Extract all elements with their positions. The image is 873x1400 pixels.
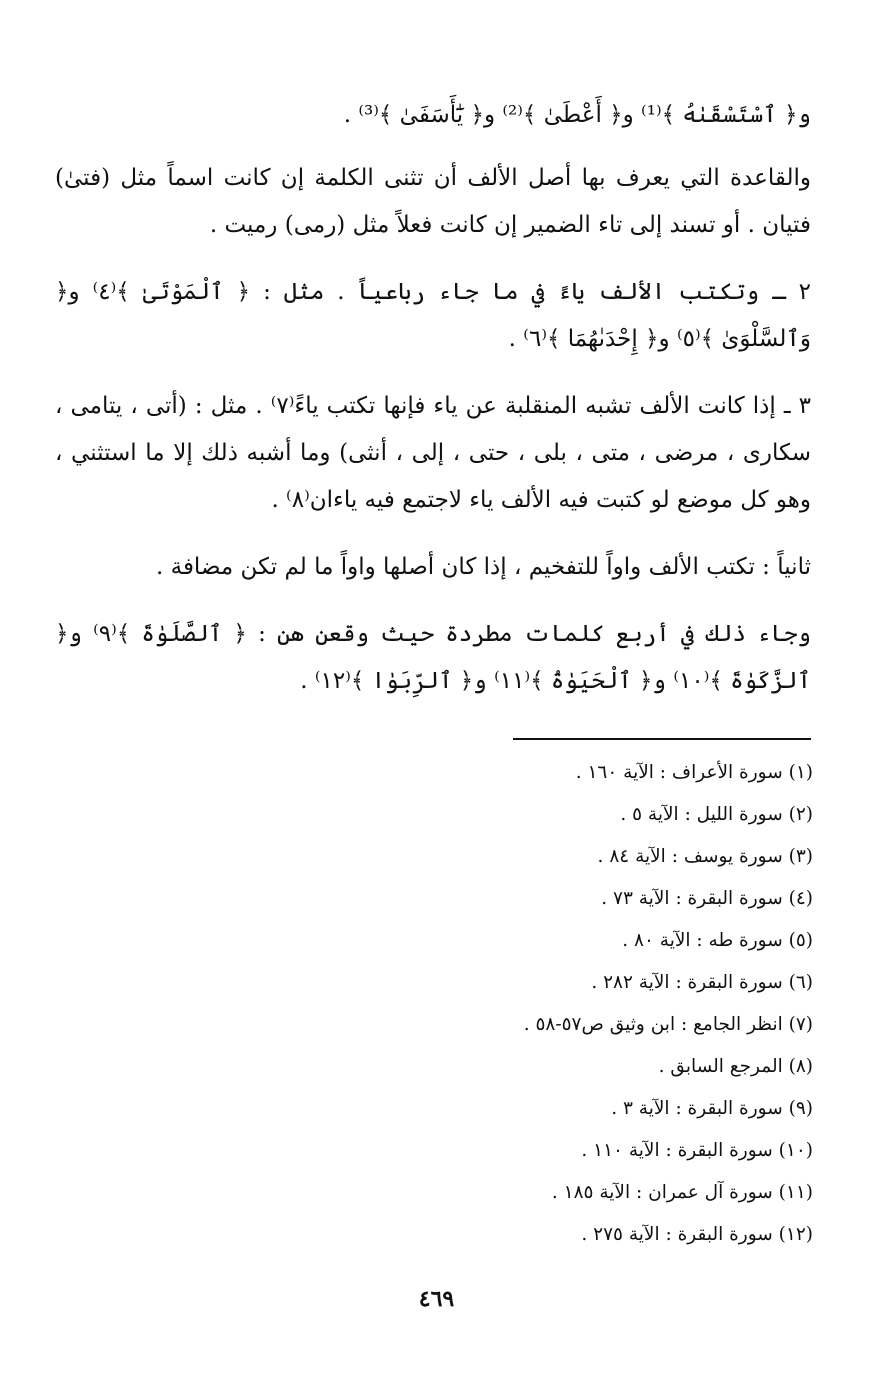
- footnote-item: (٨) المرجع السابق .: [658, 1056, 813, 1077]
- footnote-item: (٩) سورة البقرة : الآية ٣ .: [611, 1098, 813, 1119]
- footnote-item: (١١) سورة آل عمران : الآية ١٨٥ .: [551, 1182, 813, 1203]
- footnote-item: (٢) سورة الليل : الآية ٥ .: [620, 804, 813, 825]
- footnote-item: (٦) سورة البقرة : الآية ٢٨٢ .: [591, 972, 813, 993]
- paragraph-2: والقاعدة التي يعرف بها أصل الألف أن تثنى الكلمة إن كانت اسماً مثل (فتىٰ) فتيان . أو تسند إلى تاء الضمير إن كانت فعلاً مثل (رمى) رميت .: [55, 165, 811, 238]
- page-number: ٤٦٩: [418, 1286, 455, 1312]
- main-text: [55, 92, 811, 725]
- footnote-separator: [513, 738, 811, 740]
- footnote-item: (١٢) سورة البقرة : الآية ٢٧٥ .: [581, 1224, 813, 1245]
- paragraph-5: ثانياً : تكتب الألف واواً للتفخيم ، إذا كان أصلها واواً ما لم تكن مضافة .: [155, 554, 811, 580]
- footnote-item: (٥) سورة طه : الآية ٨٠ .: [622, 930, 813, 951]
- paragraph-3: ٢ ـ وتكتب الألف ياءً في ما جاء رباعياً . مثل : ﴿ ٱلْمَوْتَىٰ ﴾⁽٤⁾ و﴿ وَٱلسَّلْوَىٰ ﴾⁽٥⁾ و﴿ إِحْدَىٰهُمَا ﴾⁽٦⁾ .: [55, 279, 811, 352]
- footnote-item: (١) سورة الأعراف : الآية ١٦٠ .: [575, 762, 813, 783]
- footnote-item: (٧) انظر الجامع : ابن وثيق ص٥٧-٥٨ .: [523, 1014, 813, 1035]
- footnote-item: (٤) سورة البقرة : الآية ٧٣ .: [601, 888, 813, 909]
- footnote-item: (٣) سورة يوسف : الآية ٨٤ .: [597, 846, 813, 867]
- paragraph-6: وجاء ذلك في أربع كلمات مطردة حيث وقعن هن : ﴿ ٱلصَّلَوٰةَ ﴾⁽٩⁾ و﴿ ٱلزَّكَوٰةَ ﴾⁽١٠⁾ و﴿ ٱلْحَيَوٰةُ ﴾⁽١١⁾ و﴿ ٱلرِّبَوٰا ﴾⁽١٢⁾ .: [55, 621, 811, 694]
- footnote-list: [113, 752, 813, 1256]
- footnote-item: (١٠) سورة البقرة : الآية ١١٠ .: [581, 1140, 813, 1161]
- paragraph-1: و﴿ ٱسْتَسْقَىٰهُ ﴾⁽¹⁾ و﴿ أَعْطَىٰ ﴾⁽²⁾ و﴿ يَٰٓأَسَفَىٰ ﴾⁽³⁾ .: [343, 102, 811, 128]
- paragraph-4: ٣ ـ إذا كانت الألف تشبه المنقلبة عن ياء فإنها تكتب ياءً⁽٧⁾ . مثل : (أتى ، يتامى ، سكارى ، مرضى ، متى ، بلى ، حتى ، إلى ، أنثى) وما أشبه ذلك إلا ما استثني ، وهو كل موضع لو كتبت فيه الألف ياء لاجتمع فيه ياءان⁽٨⁾ .: [55, 393, 811, 513]
